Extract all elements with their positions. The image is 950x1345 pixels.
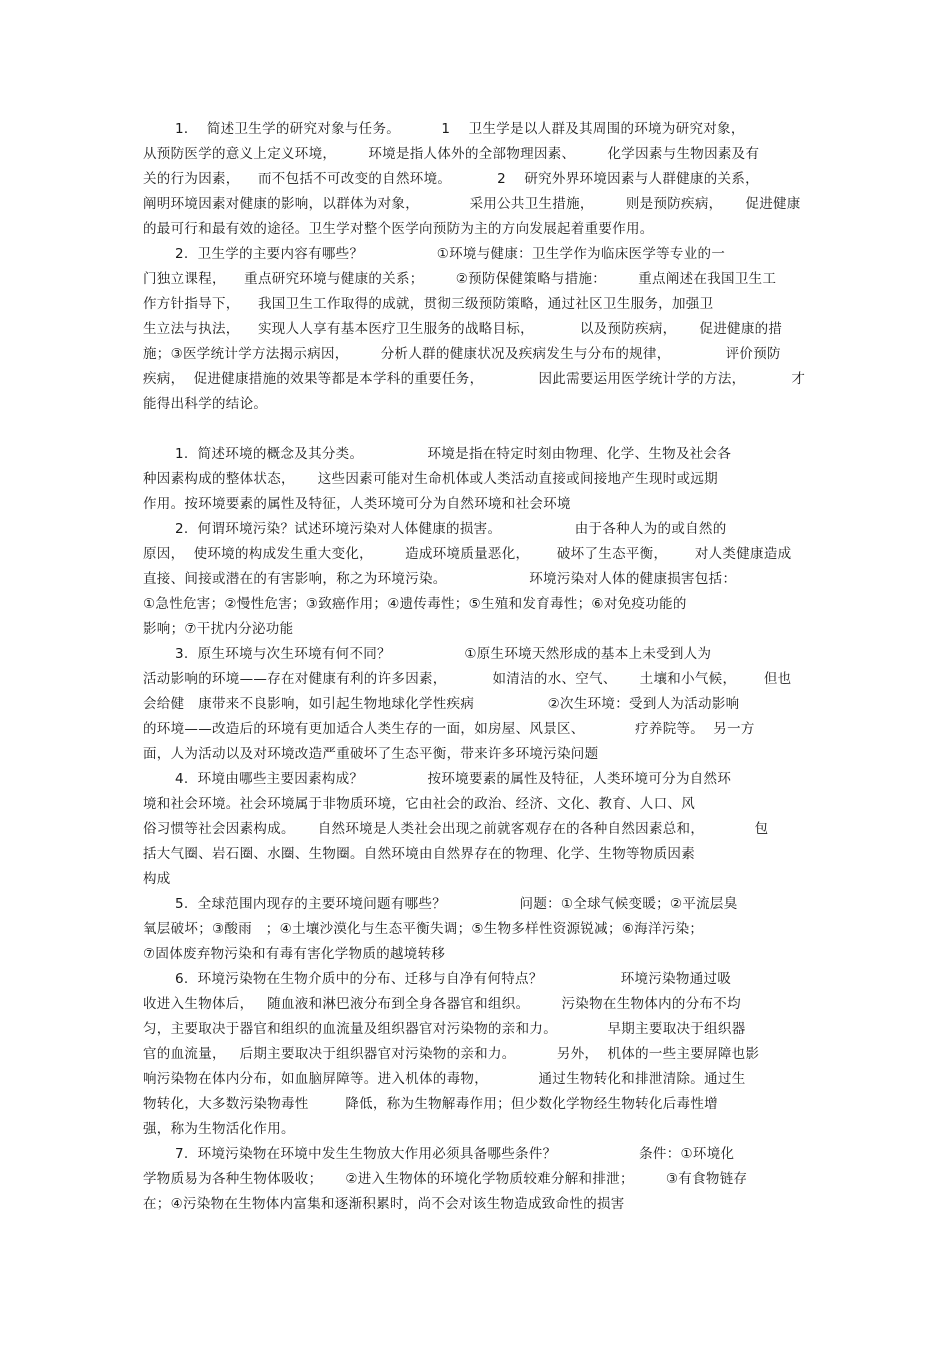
paragraph-line: 5. 全球范围内现存的主要环境问题有哪些？ 问题：①全球气候变暖；②平流层臭 <box>175 896 738 912</box>
paragraph-line: 关的行为因素， 而不包括不可改变的自然环境。 2 研究外界环境因素与人群健康的关系， <box>143 171 759 187</box>
paragraph-line: 生立法与执法， 实现人人享有基本医疗卫生服务的战略目标， 以及预防疾病， 促进健康的措 <box>143 321 783 337</box>
paragraph-line: 作用。按环境要素的属性及特征，人类环境可分为自然环境和社会环境 <box>143 496 571 512</box>
paragraph-line: 7. 环境污染物在环境中发生生物放大作用必须具备哪些条件？ 条件：①环境化 <box>175 1146 735 1162</box>
paragraph-line: 括大气圈、岩石圈、水圈、生物圈。自然环境由自然界存在的物理、化学、生物等物质因素 <box>143 846 695 862</box>
paragraph-line: 的最可行和最有效的途径。卫生学对整个医学向预防为主的方向发展起着重要作用。 <box>143 221 654 237</box>
paragraph-line: 会给健 康带来不良影响，如引起生物地球化学性疾病 ②次生环境：受到人为活动影响 <box>143 696 740 712</box>
paragraph-line: 俗习惯等社会因素构成。 自然环境是人类社会出现之前就客观存在的各种自然因素总和， 包 <box>143 821 769 837</box>
paragraph-line: 2. 何谓环境污染？试述环境污染对人体健康的损害。 由于各种人为的或自然的 <box>175 521 727 537</box>
paragraph-line: ①急性危害；②慢性危害；③致癌作用；④遗传毒性；⑤生殖和发育毒性；⑥对免疫功能的 <box>143 596 687 612</box>
paragraph-line: 施；③医学统计学方法揭示病因， 分析人群的健康状况及疾病发生与分布的规律， 评价预防 <box>143 346 781 362</box>
paragraph-line: 2. 卫生学的主要内容有哪些？ ①环境与健康：卫生学作为临床医学等专业的一 <box>175 246 726 262</box>
paragraph-line: 直接、间接或潜在的有害影响，称之为环境污染。 环境污染对人体的健康损害包括： <box>143 571 737 587</box>
paragraph-line: 1. 简述环境的概念及其分类。 环境是指在特定时刻由物理、化学、生物及社会各 <box>175 446 732 462</box>
paragraph-line: 4. 环境由哪些主要因素构成？ 按环境要素的属性及特征，人类环境可分为自然环 <box>175 771 732 787</box>
paragraph-line: 原因， 使环境的构成发生重大变化， 造成环境质量恶化， 破坏了生态平衡， 对人类健康造成 <box>143 546 792 562</box>
paragraph-line: 物转化，大多数污染物毒性 降低，称为生物解毒作用；但少数化学物经生物转化后毒性增 <box>143 1096 718 1112</box>
paragraph-line: 3. 原生环境与次生环境有何不同？ ①原生环境天然形成的基本上未受到人为 <box>175 646 712 662</box>
paragraph-line: 学物质易为各种生物体吸收； ②进入生物体的环境化学物质较难分解和排泄； ③有食物链存 <box>143 1171 748 1187</box>
paragraph-line: 面，人为活动以及对环境改造严重破坏了生态平衡，带来许多环境污染问题 <box>143 746 599 762</box>
paragraph-line: 6. 环境污染物在生物介质中的分布、迁移与自净有何特点？ 环境污染物通过吸 <box>175 971 732 987</box>
paragraph-line: 阐明环境因素对健康的影响，以群体为对象， 采用公共卫生措施， 则是预防疾病， 促进健康 <box>143 196 801 212</box>
paragraph-line: 能得出科学的结论。 <box>143 396 268 412</box>
paragraph-line: 作方针指导下， 我国卫生工作取得的成就，贯彻三级预防策略，通过社区卫生服务，加强卫 <box>143 296 714 312</box>
paragraph-line: 匀，主要取决于器官和组织的血流量及组织器官对污染物的亲和力。 早期主要取决于组织器 <box>143 1021 746 1037</box>
paragraph-line: 响污染物在体内分布，如血脑屏障等。进入机体的毒物， 通过生物转化和排泄清除。通过生 <box>143 1071 746 1087</box>
paragraph-line: 官的血流量， 后期主要取决于组织器官对污染物的亲和力。 另外， 机体的一些主要屏障也影 <box>143 1046 760 1062</box>
paragraph-line: 从预防医学的意义上定义环境， 环境是指人体外的全部物理因素、 化学因素与生物因素及有 <box>143 146 760 162</box>
paragraph-line: 在；④污染物在生物体内富集和逐渐积累时，尚不会对该生物造成致命性的损害 <box>143 1196 625 1212</box>
paragraph-line: 种因素构成的整体状态， 这些因素可能对生命机体或人类活动直接或间接地产生现时或远期 <box>143 471 718 487</box>
paragraph-line: 1． 简述卫生学的研究对象与任务。 1 卫生学是以人群及其周围的环境为研究对象， <box>175 121 745 137</box>
paragraph-line: 的环境——改造后的环境有更加适合人类生存的一面，如房屋、风景区、 疗养院等。 另一方 <box>143 721 755 737</box>
paragraph-line: 门独立课程， 重点研究环境与健康的关系； ②预防保健策略与措施： 重点阐述在我国卫生工 <box>143 271 777 287</box>
paragraph-line: 境和社会环境。社会环境属于非物质环境，它由社会的政治、经济、文化、教育、人口、风 <box>143 796 695 812</box>
paragraph-line: 构成 <box>143 871 171 887</box>
paragraph-line: 氧层破坏；③酸雨 ；④土壤沙漠化与生态平衡失调；⑤生物多样性资源锐减；⑥海洋污染； <box>143 921 704 937</box>
paragraph-line: ⑦固体废弃物污染和有毒有害化学物质的越境转移 <box>143 946 446 962</box>
paragraph-line: 疾病， 促进健康措施的效果等都是本学科的重要任务， 因此需要运用医学统计学的方法， 才 <box>143 371 806 387</box>
paragraph-line: 强，称为生物活化作用。 <box>143 1121 295 1137</box>
paragraph-line: 影响；⑦干扰内分泌功能 <box>143 621 294 637</box>
paragraph-line: 收进入生物体后， 随血液和淋巴液分布到全身各器官和组织。 污染物在生物体内的分布不均 <box>143 996 741 1012</box>
paragraph-line: 活动影响的环境——存在对健康有利的许多因素， 如清洁的水、空气、 土壤和小气候， 但也 <box>143 671 792 687</box>
